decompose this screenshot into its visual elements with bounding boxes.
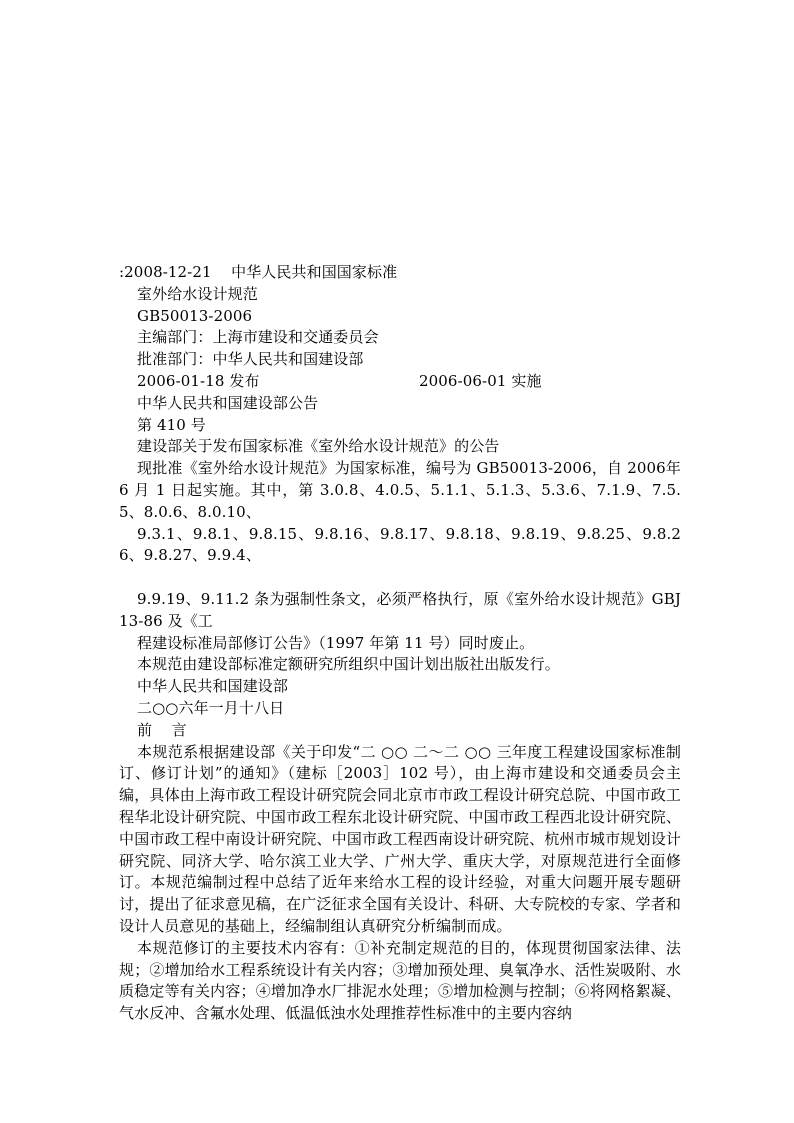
blank-line	[119, 567, 681, 589]
preface-paragraph-1: 本规范系根据建设部《关于印发“二 ○○ 二～二 ○○ 三年度工程建设国家标准制订、修订计划”的通知》（建标［2003］102 号），由上海市建设和交通委员会主编，具体由上海市政工程设计研究院会同北京市市政工程设计研究总院、中国市政工程华北设计研究院、中国市政工程东北设计研究院、中国市政工程西北设计研究院、中国市政工程中南设计研究院、中国市政工程西南设计研究院、杭州市城市规划设计研究院、同济大学、哈尔滨工业大学、广州大学、重庆大学，对原规范进行全面修订。本规范编制过程中总结了近年来给水工程的设计经验，对重大问题开展专题研讨，提出了征求意见稿，在广泛征求全国有关设计、科研、大专院校的专家、学者和设计人员意见的基础上，经编制组认真研究分析编制而成。	[119, 742, 681, 935]
notice-paragraph-4: 程建设标准局部修订公告》（1997 年第 11 号）同时废止。	[137, 633, 535, 652]
effective-date: 2006-06-01 实施	[419, 371, 542, 390]
publish-date: 2006-01-18 发布	[137, 371, 260, 390]
notice-sign-date: 二○○六年一月十八日	[137, 698, 285, 717]
date-line: :2008-12-21 中华人民共和国国家标准	[119, 263, 398, 281]
notice-paragraph-3: 9.9.19、9.11.2 条为强制性条文，必须严格执行，原《室外给水设计规范》GBJ13-86 及《工	[119, 589, 681, 630]
standard-title: 室外给水设计规范	[137, 284, 258, 303]
standard-code: GB50013-2006	[137, 306, 253, 325]
notice-number: 第 410 号	[137, 415, 206, 434]
approval-department: 批准部门：中华人民共和国建设部	[137, 350, 364, 369]
document-page	[119, 262, 681, 1025]
preface-paragraph-2: 本规范修订的主要技术内容有：①补充制定规范的目的，体现贯彻国家法律、法规；②增加给水工程系统设计有关内容；③增加预处理、臭氧净水、活性炭吸附、水质稳定等有关内容；④增加净水厂排泥水处理；⑤增加检测与控制；⑥将网格絮凝、气水反冲、含氟水处理、低温低浊水处理推荐性标准中的主要内容纳	[119, 938, 681, 1023]
date-row	[119, 371, 681, 393]
notice-title: 建设部关于发布国家标准《室外给水设计规范》的公告	[137, 437, 500, 456]
editor-department: 主编部门：上海市建设和交通委员会	[137, 328, 379, 347]
notice-paragraph-1: 现批准《室外给水设计规范》为国家标准，编号为 GB50013-2006，自 2006年 6 月 1 日起实施。其中，第 3.0.8、4.0.5、5.1.1、5.1.3、5.3.6、7.1.9、7.5.5、8.0.6、8.0.10、	[119, 459, 681, 521]
notice-paragraph-5: 本规范由建设部标准定额研究所组织中国计划出版社出版发行。	[137, 655, 560, 674]
notice-signer: 中华人民共和国建设部	[137, 677, 289, 696]
notice-paragraph-2: 9.3.1、9.8.1、9.8.15、9.8.16、9.8.17、9.8.18、9.8.19、9.8.25、9.8.26、9.8.27、9.9.4、	[119, 524, 681, 565]
preface-heading: 前 言	[137, 720, 187, 739]
notice-issuer: 中华人民共和国建设部公告	[137, 393, 319, 412]
